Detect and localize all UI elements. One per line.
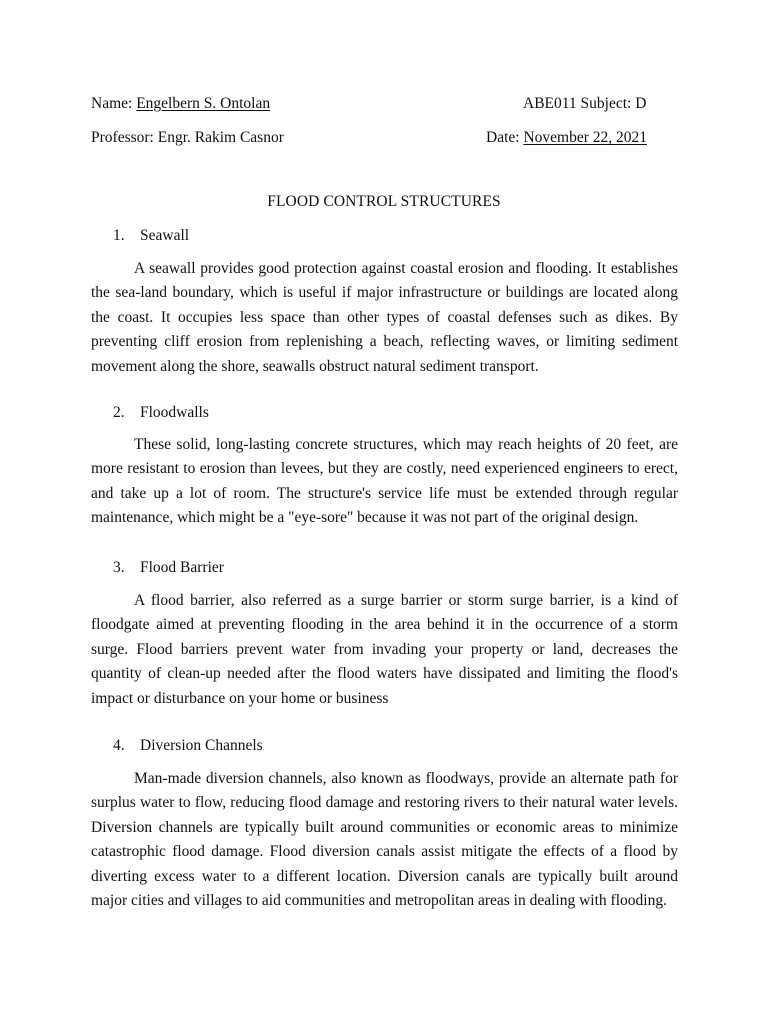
section-heading-flood-barrier <box>113 557 224 579</box>
date-line <box>486 127 647 149</box>
section-body-flood-barrier: A flood barrier, also referred as a surge barrier or storm surge barrier, is a kind of floodgate aimed at preventing flooding in the area behind it in the occurrence of a storm surge. Flood barriers prevent water from invading your property or land, decreases the quantity of clean-up needed after the flood waters have dissipated and limiting the flood's impact or disturbance on your home or business <box>91 592 678 707</box>
date-label: Date: <box>486 129 524 146</box>
section-title: Floodwalls <box>140 404 209 421</box>
section-number: 1. <box>113 227 125 244</box>
section-body-diversion-channels: Man-made diversion channels, also known as floodways, provide an alternate path for surplus water to flow, reducing flood damage and restoring rivers to their natural water levels. Diversion channels are typically built around communities or economic areas to minimize catastrophic flood damage. Flood diversion canals assist mitigate the effects of a flood by diverting excess water to a different location. Diversion canals are typically built around major cities and villages to aid communities and metropolitan areas in dealing with flooding. <box>91 770 678 910</box>
section-title: Seawall <box>140 227 190 244</box>
section-title: Flood Barrier <box>140 559 224 576</box>
header-row-2 <box>91 127 676 149</box>
section-heading-floodwalls <box>113 402 209 424</box>
section-heading-seawall <box>113 225 189 247</box>
section-number: 2. <box>113 404 125 421</box>
name-label: Name: <box>91 95 137 112</box>
section-body-seawall: A seawall provides good protection against coastal erosion and flooding. It establishes the sea-land boundary, which is useful if major infrastructure or buildings are located along the coast. It occupies less space than other types of coastal defenses such as dikes. By preventing cliff erosion from replenishing a beach, reflecting waves, or limiting sediment movement along the shore, seawalls obstruct natural sediment transport. <box>91 260 678 375</box>
section-heading-diversion-channels <box>113 735 263 757</box>
student-name: Engelbern S. Ontolan <box>136 95 271 112</box>
header-row-1 <box>91 93 676 115</box>
document-title: FLOOD CONTROL STRUCTURES <box>267 193 501 210</box>
section-title: Diversion Channels <box>140 737 263 754</box>
section-number: 4. <box>113 737 125 754</box>
student-name-line <box>91 93 270 115</box>
section-body-floodwalls: These solid, long-lasting concrete structures, which may reach heights of 20 feet, are more resistant to erosion than levees, but they are costly, need experienced engineers to erect, and take up a lot of room. The structure's service life must be extended through regular maintenance, which might be a "eye-sore" because it was not part of the original design. <box>91 436 678 527</box>
professor-line: Professor: Engr. Rakim Casnor <box>91 129 284 146</box>
subject-code: ABE011 Subject: D <box>523 95 647 112</box>
date-value: November 22, 2021 <box>523 129 647 146</box>
section-number: 3. <box>113 559 125 576</box>
